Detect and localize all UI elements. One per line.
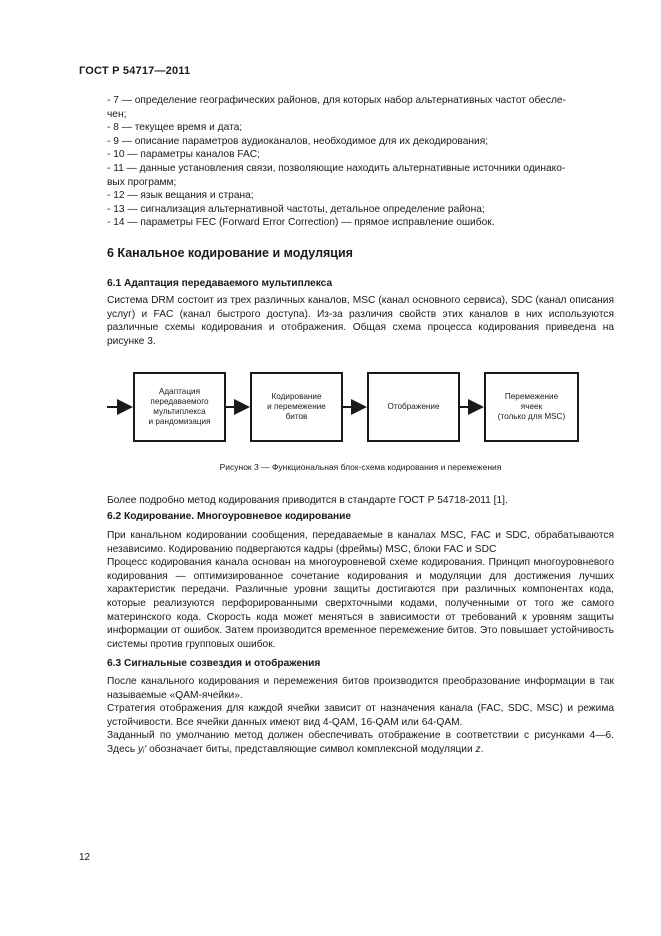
text-span: обозначает биты, представляющие символ комплексной модуляции: [146, 743, 476, 755]
section-6-1-text: [107, 294, 614, 348]
paragraph: При канальном кодировании сообщения, передаваемые в каналах MSC, FAC и SDC, обрабатываются независимо. Кодированию подвергаются кадры (фреймы) MSC, блоки FAC и SDC: [107, 530, 614, 555]
section-6-3-text: [107, 675, 614, 757]
after-figure-text: [107, 494, 614, 508]
list-item: вых программ;: [107, 176, 177, 188]
list-item: - 11 — данные установления связи, позволяющие находить альтернативные источники одинако-: [107, 162, 566, 174]
paragraph: Стратегия отображения для каждой ячейки зависит от назначения канала (FAC, SDC, MSC) и режима устойчивости. Все ячейки данных имеют вид 4-QAM, 16-QAM или 64-QAM.: [107, 703, 614, 728]
figure-3-block-diagram: [107, 368, 614, 448]
list-item: - 10 — параметры каналов FAC;: [107, 149, 260, 161]
text-span: Заданный по умолчанию метод должен обеспечивать отображение в соответствии с рисунками 4—6. Здесь: [107, 730, 614, 755]
section-6-2-text: [107, 529, 614, 651]
document-header: ГОСТ Р 54717—2011: [79, 65, 191, 77]
section-6-1-title: 6.1 Адаптация передаваемого мультиплекса: [107, 278, 333, 289]
variable-z: z: [475, 743, 481, 755]
page-number: 12: [79, 852, 91, 863]
block-mapping: Отображение: [367, 372, 460, 442]
list-item: - 9 — описание параметров аудиоканалов, необходимое для их декодирования;: [107, 135, 489, 147]
section-6-3-title: 6.3 Сигнальные созвездия и отображения: [107, 658, 321, 669]
variable-y: yᵢ′: [138, 743, 147, 755]
paragraph: [107, 729, 614, 756]
list-item: - 8 — текущее время и дата;: [107, 122, 243, 134]
paragraph: Система DRM состоит из трех различных каналов, MSC (канал основного сервиса), SDC (канал описания услуг) и FAC (канал быстрого доступа). Из-за различия свойств этих каналов в них используются различные схемы кодирования и отображения. Общая схема процесса кодирования приведена на рисунке 3.: [107, 295, 614, 347]
paragraph: После канального кодирования и перемежения битов производится преобразование информации в так называемые «QAM-ячейки».: [107, 676, 614, 701]
paragraph: Процесс кодирования канала основан на многоуровневой схеме кодирования. Принцип многоуровневого кодирования — оптимизированное сочетание кодирования и модуляции для достижения лучших характеристик передачи. Различные уровни защиты достигаются при различных компонентах кода, которые реализуются перфорированными сверхточными кодами, полученными от того же самого материнского кода. Скорость кода может меняться в зависимости от требований к уровням защиты информации от ошибок. Затем производится временное перемежение битов. Это повышает устойчивость системы против групповых ошибок.: [107, 557, 614, 650]
list-item: - 13 — сигнализация альтернативной частоты, детальное определение района;: [107, 203, 485, 215]
text-span: .: [480, 743, 484, 755]
list-item: - 14 — параметры FEC (Forward Error Correction) — прямое исправление ошибок.: [107, 217, 495, 229]
paragraph: Более подробно метод кодирования приводится в стандарте ГОСТ Р 54718-2011 [1].: [107, 495, 508, 506]
block-mux-adaptation: Адаптация передаваемого мультиплекса и рандомизация: [133, 372, 226, 442]
figure-3-caption: Рисунок 3 — Функциональная блок-схема кодирования и перемежения: [219, 462, 502, 472]
section-6-2-title: 6.2 Кодирование. Многоуровневое кодирование: [107, 511, 352, 522]
section-6-title: 6 Канальное кодирование и модуляция: [107, 246, 353, 260]
list-item: - 7 — определение географических районов, для которых набор альтернативных частот обесле-: [107, 95, 566, 106]
block-bit-coding: Кодирование и перемежение битов: [250, 372, 343, 442]
list-item: чен;: [107, 108, 127, 120]
parameter-list: [107, 94, 614, 230]
list-item: - 12 — язык вещания и страна;: [107, 190, 254, 202]
block-cell-interleaving: Перемежение ячеек (только для MSC): [484, 372, 579, 442]
